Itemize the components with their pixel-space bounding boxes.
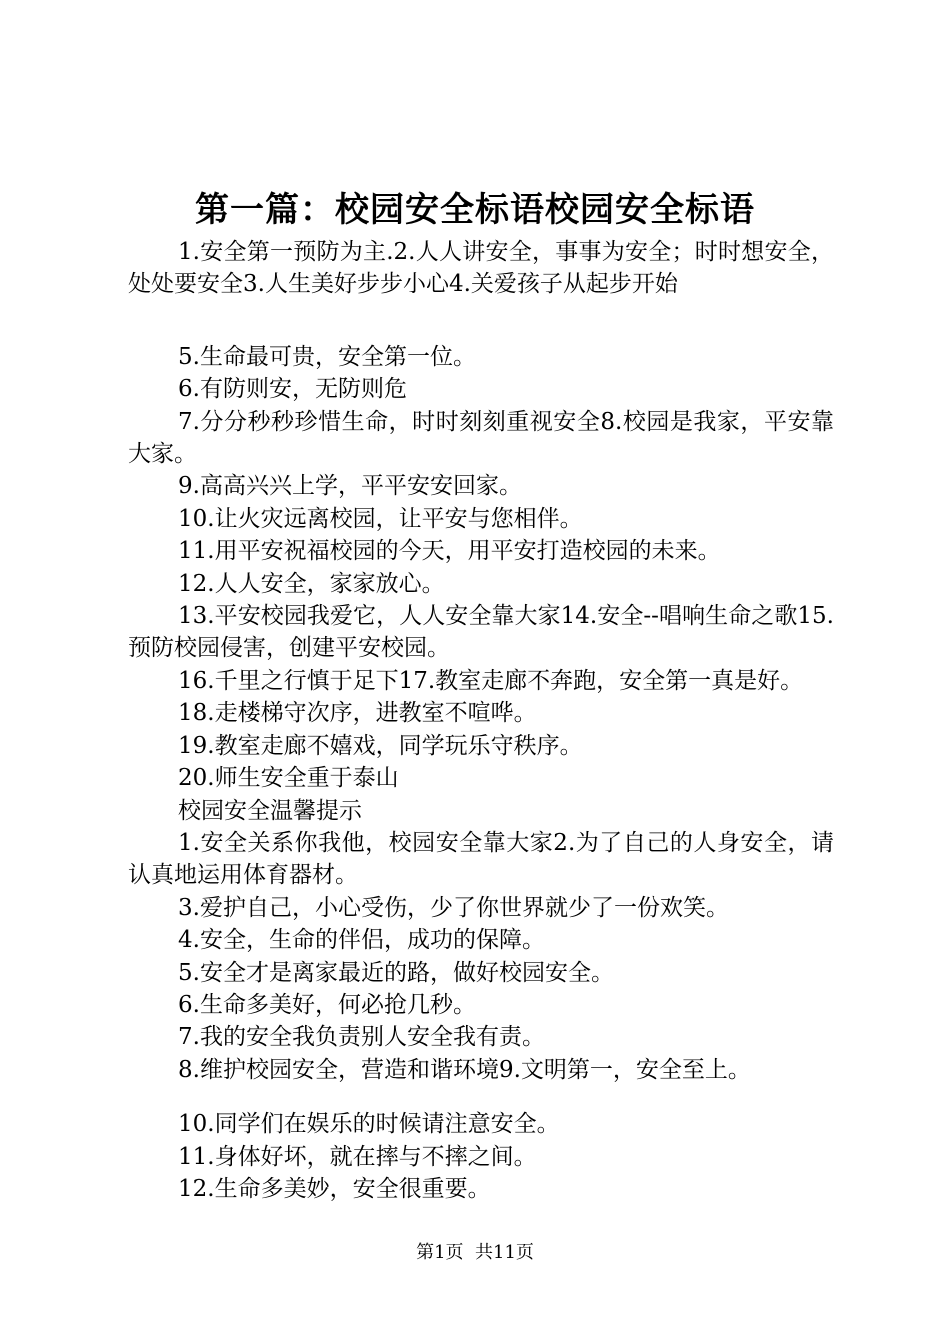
paragraph: 1.安全第一预防为主.2.人人讲安全，事事为安全；时时想安全，处处要安全3.人生美好步步小心4.关爱孩子从起步开始 <box>128 239 834 298</box>
paragraph: 8.维护校园安全，营造和谐环境9.文明第一，安全至上。 <box>178 1056 751 1083</box>
page-number-footer: 第1页 共11页 <box>416 1242 534 1263</box>
paragraph: 6.有防则安，无防则危 <box>178 376 407 403</box>
paragraph: 16.千里之行慎于足下17.教室走廊不奔跑，安全第一真是好。 <box>178 667 804 694</box>
paragraph: 1.安全关系你我他，校园安全靠大家2.为了自己的人身安全，请认真地运用体育器材。 <box>128 829 834 889</box>
paragraph: 11.身体好坏，就在摔与不摔之间。 <box>178 1143 537 1170</box>
paragraph: 10.让火灾远离校园，让平安与您相伴。 <box>178 505 583 532</box>
paragraph: 18.走楼梯守次序，进教室不喧哗。 <box>178 700 537 727</box>
paragraph: 10.同学们在娱乐的时候请注意安全。 <box>178 1111 560 1138</box>
paragraph: 13.平安校园我爱它，人人安全靠大家14.安全--唱响生命之歌15.预防校园侵害，创建平安校园。 <box>128 603 834 662</box>
section-heading: 校园安全温馨提示 <box>178 797 362 824</box>
paragraph: 12.生命多美妙，安全很重要。 <box>178 1175 491 1202</box>
paragraph: 7.分分秒秒珍惜生命，时时刻刻重视安全8.校园是我家，平安靠大家。 <box>128 408 834 468</box>
paragraph: 9.高高兴兴上学，平平安安回家。 <box>178 473 522 500</box>
paragraph: 7.我的安全我负责别人安全我有责。 <box>178 1024 545 1051</box>
paragraph: 20.师生安全重于泰山 <box>178 765 399 792</box>
paragraph: 11.用平安祝福校园的今天，用平安打造校园的未来。 <box>178 538 721 565</box>
paragraph: 5.安全才是离家最近的路，做好校园安全。 <box>178 959 614 986</box>
paragraph: 3.爱护自己，小心受伤，少了你世界就少了一份欢笑。 <box>178 894 729 921</box>
paragraph: 19.教室走廊不嬉戏，同学玩乐守秩序。 <box>178 732 583 759</box>
document-title: 第一篇：校园安全标语校园安全标语 <box>195 190 755 230</box>
paragraph: 12.人人安全，家家放心。 <box>178 570 445 597</box>
document-body <box>128 236 834 1205</box>
paragraph: 4.安全，生命的伴侣，成功的保障。 <box>178 927 545 954</box>
paragraph: 6.生命多美好，何必抢几秒。 <box>178 991 476 1018</box>
paragraph: 5.生命最可贵，安全第一位。 <box>178 343 476 370</box>
